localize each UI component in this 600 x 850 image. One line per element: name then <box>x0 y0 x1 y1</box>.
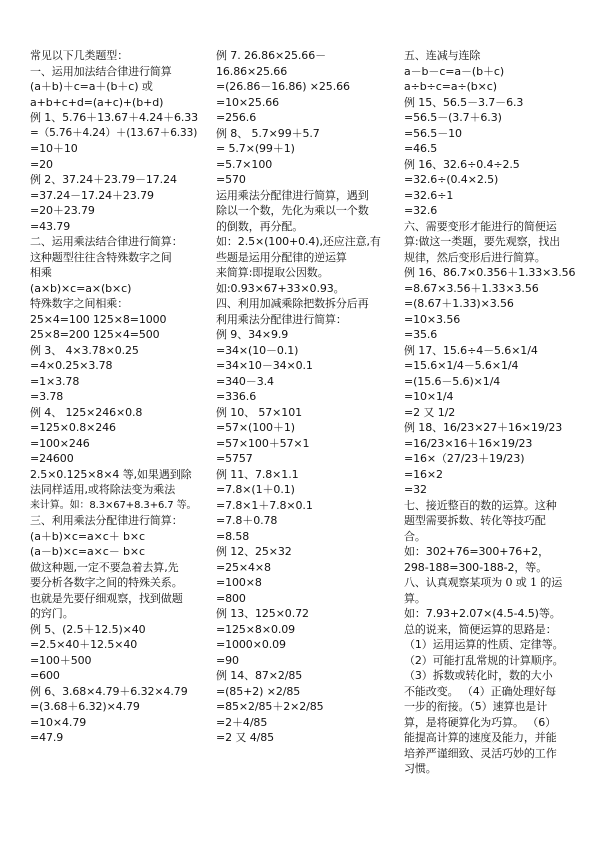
text-line: =600 <box>30 669 60 682</box>
text-line: 一、运用加法结合律进行简算 <box>30 64 172 78</box>
text-line: 一步的衔接。（5）速算也是计 <box>404 700 548 713</box>
text-line: =57×100＋57×1 <box>216 436 310 450</box>
text-line: =256.6 <box>216 111 257 124</box>
text-line: 不能改变。 （4）正确处理好每 <box>404 684 556 698</box>
text-line: =10＋10 <box>30 142 78 155</box>
text-line: =7.8＋0.78 <box>216 514 278 527</box>
text-line: 如：2.5×(100+0.4),还应注意,有 <box>216 235 381 248</box>
text-line: =100×246 <box>30 436 90 450</box>
text-line: 例 10、 57×101 <box>216 405 302 419</box>
text-line: =35.6 <box>404 328 438 341</box>
text-line: 培养严谨细致、灵活巧妙的工作 <box>404 746 557 760</box>
text-line: 2.5×0.125×8×4 等,如果遇到除 <box>30 467 192 481</box>
text-line: =(85+2) ×2/85 <box>216 684 301 698</box>
text-line: =800 <box>216 591 246 605</box>
text-line: =16×（27/23＋19/23) <box>404 452 525 465</box>
text-line: =5.7×100 <box>216 157 273 171</box>
text-line: 习惯。 <box>404 762 437 775</box>
text-line: =125×0.8×246 <box>30 421 116 434</box>
text-line: =32.6 <box>404 204 438 217</box>
text-line: =43.79 <box>30 219 71 233</box>
text-line: 三、利用乘法分配律进行简算： <box>30 514 183 527</box>
text-line: =10×4.79 <box>30 715 87 729</box>
text-line: =10×25.66 <box>216 95 280 109</box>
text-line: 规律，然后变形后进行简算。 <box>404 250 546 264</box>
text-line: =4×0.25×3.78 <box>30 359 113 372</box>
column-middle <box>216 48 388 746</box>
text-line: =2 又 1/2 <box>404 405 456 419</box>
text-line: =32.6÷(0.4×2.5) <box>404 173 499 186</box>
text-line: 例 15、56.5－3.7－6.3 <box>404 95 524 109</box>
text-line: (a－b)×c=a×c－ b×c <box>30 545 145 558</box>
text-line: 如：7.93+2.07×(4.5-4.5)等。 <box>404 607 561 620</box>
text-line: =1×3.78 <box>30 374 80 388</box>
text-line: =2.5×40＋12.5×40 <box>30 638 138 651</box>
text-line: =32.6÷1 <box>404 188 454 202</box>
text-line: 四、利用加减乘除把数拆分后再 <box>216 297 369 310</box>
text-line: =34×10－34×0.1 <box>216 359 313 372</box>
text-line: =5757 <box>216 452 253 465</box>
text-line: 来计算。如：8.3×67+8.3+6.7 等。 <box>30 499 197 511</box>
text-line: 些题是运用分配律的逆运算 <box>216 250 347 264</box>
text-line: 例 3、 4×3.78×0.25 <box>30 343 139 357</box>
text-line: 算，是将硬算化为巧算。 （6） <box>404 715 556 729</box>
text-line: (a＋b)×c=a×c＋ b×c <box>30 529 145 543</box>
text-line: (a＋b)＋c=a＋(b＋c) 或 <box>30 80 153 93</box>
text-line: 16.86×25.66 <box>216 64 288 78</box>
text-line: =1000×0.09 <box>216 638 286 651</box>
text-line: 总的说来，简便运算的思路是： <box>404 622 557 636</box>
text-line: 除以一个数，先化为乘以一个数 <box>216 204 369 217</box>
text-line: =（5.76＋4.24）＋(13.67＋6.33) <box>30 126 198 139</box>
text-line: 例 16、86.7×0.356＋1.33×3.56 <box>404 266 576 279</box>
text-line: （3）拆数或转化时，数的大小 <box>404 669 553 682</box>
text-line: 例 13、125×0.72 <box>216 607 309 620</box>
text-line: 例 18、16/23×27＋16×19/23 <box>404 421 563 434</box>
text-line: 利用乘法分配律进行简算： <box>216 312 347 326</box>
column-right <box>404 48 578 777</box>
text-line: =2＋4/85 <box>216 715 268 729</box>
text-line: =85×2/85＋2×2/85 <box>216 700 324 713</box>
text-line: =20＋23.79 <box>30 204 95 217</box>
text-line: =336.6 <box>216 390 257 403</box>
text-line: a+b+c+d=(a+c)+(b+d) <box>30 95 164 109</box>
text-line: 二、运用乘法结合律进行简算： <box>30 235 183 248</box>
text-line: =570 <box>216 173 246 186</box>
text-line: =56.5－10 <box>404 126 462 140</box>
text-line: 六、需要变形才能进行的简便运 <box>404 219 557 233</box>
text-line: 例 12、25×32 <box>216 545 292 558</box>
text-line: 例 4、 125×246×0.8 <box>30 405 143 419</box>
text-line: a－b－c=a－(b＋c) <box>404 64 505 78</box>
text-line: =10×1/4 <box>404 390 454 403</box>
text-line: =125×8×0.09 <box>216 622 296 636</box>
text-line: =340－3.4 <box>216 374 274 388</box>
text-line: =46.5 <box>404 142 438 155</box>
text-line: 例 11、7.8×1.1 <box>216 467 299 481</box>
text-line: =47.9 <box>30 731 64 744</box>
column-left <box>30 48 202 746</box>
text-line: =10×3.56 <box>404 312 461 326</box>
text-line: 来简算:即提取公因数。 <box>216 266 329 279</box>
text-line: =100×8 <box>216 576 262 589</box>
text-line: =16/23×16＋16×19/23 <box>404 436 533 450</box>
text-line: 如:0.93×67+33×0.93。 <box>216 281 345 295</box>
text-line: 相乘 <box>30 266 52 279</box>
text-line: 例 9、34×9.9 <box>216 328 289 341</box>
text-line: 例 5、(2.5＋12.5)×40 <box>30 622 146 636</box>
text-line: =7.8×1＋7.8×0.1 <box>216 498 313 512</box>
text-line: 例 2、37.24＋23.79－17.24 <box>30 173 177 186</box>
text-line: =100＋500 <box>30 653 92 667</box>
text-line: =7.8×(1＋0.1) <box>216 483 295 496</box>
text-line: 法同样适用,或将除法变为乘法 <box>30 483 176 496</box>
text-line: 题型需要拆数、转化等技巧配 <box>404 514 546 527</box>
text-line: 合。 <box>404 529 426 543</box>
text-line: =57×(100＋1) <box>216 421 295 434</box>
text-line: 算:做这一类题，要先观察，找出 <box>404 235 561 248</box>
text-line: 五、连减与连除 <box>404 49 481 62</box>
text-line: =34×(10－0.1) <box>216 343 299 357</box>
text-line: =90 <box>216 653 239 667</box>
text-line: 例 6、3.68×4.79＋6.32×4.79 <box>30 684 188 698</box>
text-line: (a×b)×c=a×(b×c) <box>30 281 132 295</box>
text-line: 例 1、5.76＋13.67＋4.24＋6.33 <box>30 111 199 124</box>
text-line: 25×8=200 125×4=500 <box>30 328 160 341</box>
text-line: =20 <box>30 157 53 171</box>
text-line: （1）运用运算的性质、定律等。 <box>404 638 564 651</box>
text-line: a÷b÷c=a÷(b×c) <box>404 80 497 93</box>
text-line: =8.67×3.56＋1.33×3.56 <box>404 281 539 295</box>
text-line: =8.58 <box>216 529 250 543</box>
text-line: 做这种题,一定不要急着去算,先 <box>30 560 179 574</box>
text-line: =2 又 4/85 <box>216 731 275 744</box>
text-line: 例 17、15.6÷4－5.6×1/4 <box>404 343 538 357</box>
text-line: 的倒数，再分配。 <box>216 219 304 233</box>
text-line: =24600 <box>30 452 74 465</box>
text-line: =3.78 <box>30 390 64 403</box>
text-line: 的窍门。 <box>30 607 74 620</box>
text-line: = 5.7×(99＋1) <box>216 142 295 155</box>
text-line: 七、接近整百的数的运算。这种 <box>404 498 557 512</box>
text-line: 例 16、32.6÷0.4÷2.5 <box>404 157 520 171</box>
text-line: 例 7. 26.86×25.66－ <box>216 49 326 62</box>
text-line: =16×2 <box>404 467 443 481</box>
text-line: =32 <box>404 483 427 496</box>
text-line: =(15.6－5.6)×1/4 <box>404 374 501 388</box>
text-line: 也就是先要仔细观察，找到做题 <box>30 591 183 605</box>
text-line: （2）可能打乱常规的计算顺序。 <box>404 653 564 667</box>
text-line: 能提高计算的速度及能力，并能 <box>404 731 557 744</box>
text-line: =56.5－(3.7＋6.3) <box>404 111 502 124</box>
text-line: 例 14、87×2/85 <box>216 669 303 682</box>
text-line: 25×4=100 125×8=1000 <box>30 312 167 326</box>
text-line: 如：302+76=300+76+2， <box>404 545 550 558</box>
text-line: =(26.86－16.86) ×25.66 <box>216 80 350 93</box>
text-line: =15.6×1/4－5.6×1/4 <box>404 359 519 372</box>
text-line: 例 8、 5.7×99＋5.7 <box>216 126 320 140</box>
text-line: =(8.67＋1.33)×3.56 <box>404 297 514 310</box>
text-line: 运用乘法分配律进行简算，遇到 <box>216 188 369 202</box>
text-line: 298-188=300-188-2，等。 <box>404 560 548 574</box>
text-line: 这种题型往往含特殊数字之间 <box>30 250 172 264</box>
text-line: =37.24－17.24＋23.79 <box>30 188 154 202</box>
text-line: =25×4×8 <box>216 560 271 574</box>
text-line: 八、认真观察某项为 0 或 1 的运 <box>404 576 563 589</box>
text-line: 要分析各数字之间的特殊关系。 <box>30 576 183 589</box>
text-line: 常见以下几类题型： <box>30 49 129 62</box>
text-line: =(3.68＋6.32)×4.79 <box>30 700 140 713</box>
text-line: 算。 <box>404 591 426 605</box>
text-line: 特殊数字之间相乘： <box>30 297 129 310</box>
